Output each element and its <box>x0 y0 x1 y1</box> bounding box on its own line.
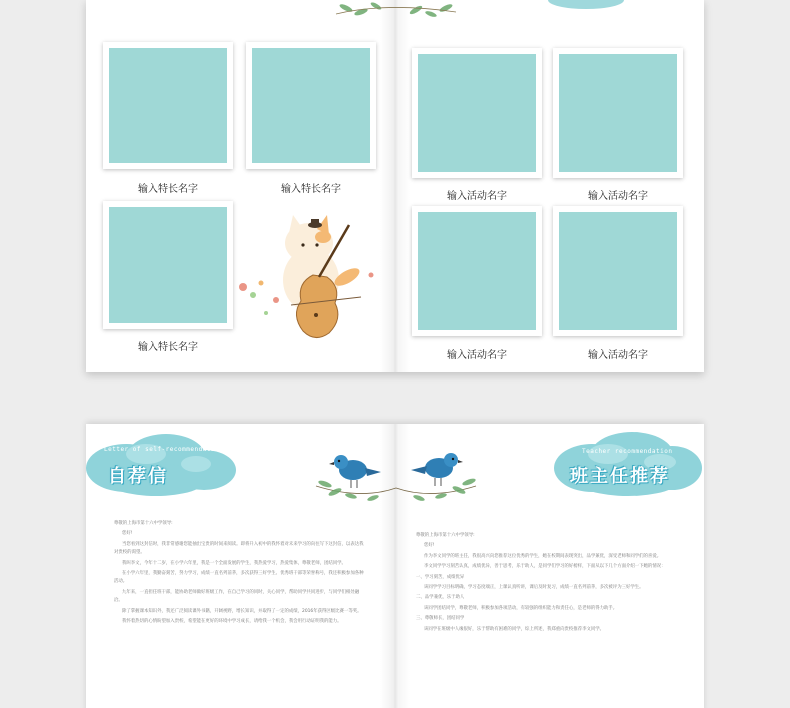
letter-paragraph: 在小学六年里，我勤奋刻苦，努力学习，成绩一直名列前茅，多次获得三好学生、优秀班干部等荣誉称号，我还积极参加各种活动。 <box>114 571 364 585</box>
activity-caption: 输入活动名字 <box>588 350 648 361</box>
letter-paragraph: 作为李文同学的班主任，我很高兴向您推荐这位优秀的学生，她在校期间表现突出，品学兼优，深受老师和同学们的喜爱。 <box>424 553 662 559</box>
photo-frame[interactable] <box>412 48 542 178</box>
photo-frame[interactable] <box>103 201 233 329</box>
photo-frame[interactable] <box>553 48 683 178</box>
bottom-spread <box>86 424 704 708</box>
bird-right <box>411 453 463 486</box>
letter-paragraph: 我怀着热切的心情盼望加入贵校，希望能在更好的环境中学习成长，请给我一个机会，我会用行动证明我的能力。 <box>122 619 342 625</box>
header-subtitle: Letter of self-recommendation <box>104 446 224 453</box>
letter-paragraph: 李文同学学习刻苦认真，成绩优异，善于思考，乐于助人，是同学们学习的好榜样，下面从以下几个方面介绍一下她的情况： <box>424 564 666 570</box>
header-title: 班主任推荐 <box>570 466 670 487</box>
birds-illustration <box>311 438 481 508</box>
leaf-decoration-top <box>326 0 466 22</box>
letter-salutation: 尊敬的上海市第十六中学领导: <box>416 533 475 538</box>
letter-greeting: 您好! <box>424 543 435 549</box>
header-subtitle: Teacher recommendation <box>582 448 673 455</box>
activity-caption: 输入活动名字 <box>447 191 507 202</box>
letter-paragraph: 该同学在班级中人缘很好，乐于帮助有困难的同学，综上所述，我郑重向贵校推荐李文同学。 <box>424 626 605 632</box>
activity-caption: 输入活动名字 <box>588 191 648 202</box>
top-spread <box>86 0 704 372</box>
photo-frame[interactable] <box>412 206 542 336</box>
letter-paragraph: 该同学团结同学，尊敬老师，积极参加各项活动，有较强的组织能力和责任心，是老师的得力助手。 <box>424 605 618 611</box>
teacher-recommendation-letter <box>416 532 678 636</box>
self-recommendation-letter <box>114 520 366 628</box>
header-title: 自荐信 <box>108 466 168 487</box>
letter-paragraph: 当您看到这封信时，我非常感谢您能抽出宝贵的时间来阅读。即将升入初中的我怀着对未来学习的向往写下这封信，以表达我对贵校的渴望。 <box>114 541 364 556</box>
cloud-fragment-top <box>546 0 626 12</box>
letter-paragraph: 九年来，一直担任班干部，能协助老师做好班级工作，在自己学习的同时，关心同学，帮助同学共同进步，与同学们相处融洽。 <box>114 589 360 604</box>
letter-section-heading: 三、尊敬师长，团结同学 <box>416 616 465 622</box>
letter-section-heading: 二、品学兼优，乐于助人 <box>416 595 465 601</box>
letter-greeting: 您好! <box>122 531 133 537</box>
letter-paragraph: 除了掌握课本知识外，我还广泛阅读课外书籍，开阔视野，增长知识，并取得了一定的成绩，2016年获得区级比赛一等奖。 <box>122 608 362 614</box>
letter-salutation: 尊敬的上海市第十六中学领导: <box>114 521 173 526</box>
activity-caption: 输入活动名字 <box>447 350 507 361</box>
cat-cello-illustration <box>231 205 396 355</box>
photo-frame[interactable] <box>103 42 233 169</box>
letter-section-heading: 一、学习刻苦，成绩优异 <box>416 574 465 580</box>
photo-frame[interactable] <box>246 42 376 169</box>
bird-left <box>329 455 381 488</box>
talent-caption: 输入特长名字 <box>138 184 198 195</box>
letter-paragraph: 我叫李文，今年十二岁，在小学六年里，我是一个全面发展的学生，我热爱学习，热爱集体，尊敬老师，团结同学。 <box>122 560 346 566</box>
talent-caption: 输入特长名字 <box>281 184 341 195</box>
talent-caption: 输入特长名字 <box>138 342 198 353</box>
photo-frame[interactable] <box>553 206 683 336</box>
letter-paragraph: 该同学学习目标明确，学习态度端正，上课认真听讲，课后及时复习，成绩一直名列前茅，多次被评为三好学生。 <box>424 585 644 591</box>
